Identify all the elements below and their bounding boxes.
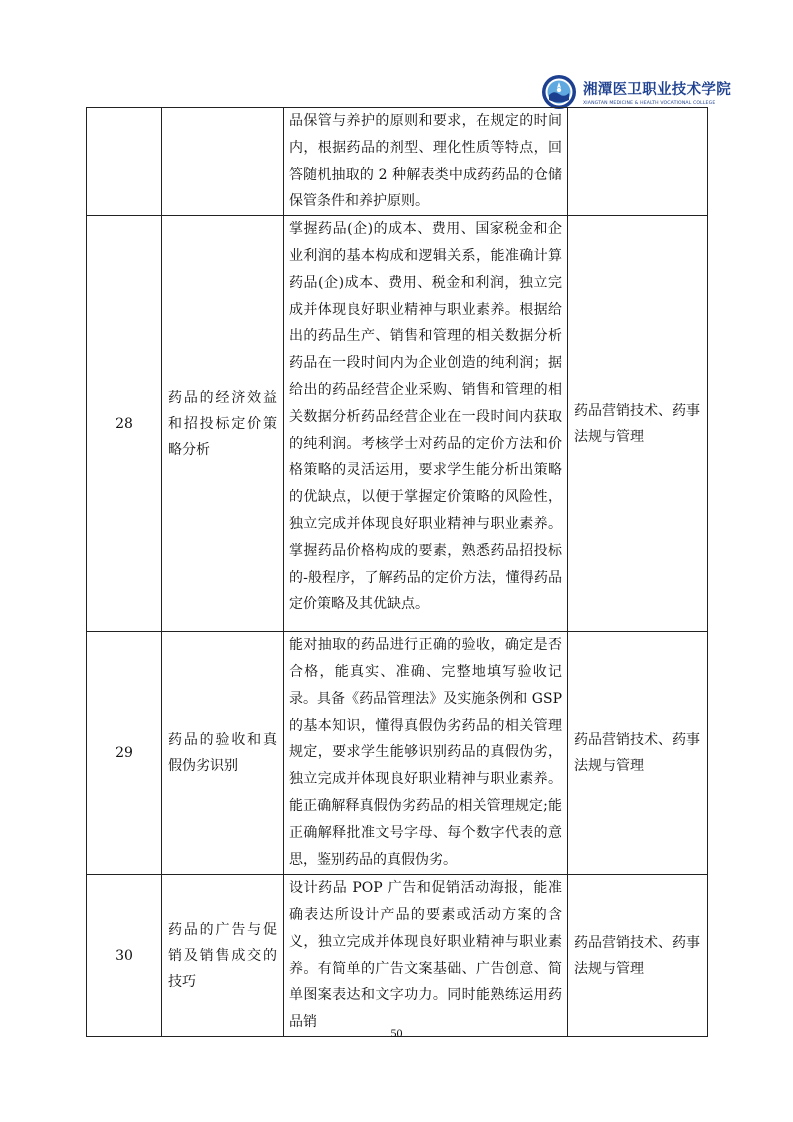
college-name-en: XIANGTAN MEDICINE & HEALTH VOCATIONAL COLLEGE bbox=[583, 101, 716, 106]
requirement-content: 能对抽取的药品进行正确的验收，确定是否合格，能真实、准确、完整地填写验收记录。具备《药品管理法》及实施条例和 GSP 的基本知识，懂得真假伪劣药品的相关管理规定，要求学生能够识别药品的真假伪劣，独立完成并体现良好职业精神与职业素养。能正确解释真假伪劣药品的相关管理规定;能正确解释批准文号字母、每个数字代表的意思，鉴别药品的真假伪劣。 bbox=[289, 637, 562, 868]
requirement-text bbox=[284, 216, 568, 632]
project-name: 药品的验收和真假伪劣识别 bbox=[162, 632, 284, 875]
row-number: 28 bbox=[87, 216, 162, 632]
related-course: 药品营销技术、药事法规与管理 bbox=[568, 216, 708, 632]
requirement-text bbox=[284, 632, 568, 875]
row-number bbox=[87, 108, 162, 216]
college-logo bbox=[541, 72, 745, 112]
row-number: 29 bbox=[87, 632, 162, 875]
college-seal-icon bbox=[541, 74, 577, 110]
related-course: 药品营销技术、药事法规与管理 bbox=[568, 875, 708, 1037]
assessment-table bbox=[86, 107, 708, 1037]
requirement-content: 设计药品 POP 广告和促销活动海报，能准确表达所设计产品的要素或活动方案的含义，独立完成并体现良好职业精神与职业素养。有简单的广告文案基础、广告创意、简单图案表达和文字功力。同时能熟练运用药品销 bbox=[289, 880, 562, 1031]
project-name: 药品的经济效益和招投标定价策略分析 bbox=[162, 216, 284, 632]
table-row bbox=[87, 108, 708, 216]
project-name bbox=[162, 108, 284, 216]
page-number: 50 bbox=[390, 1026, 403, 1040]
requirement-content: 掌握药品(企)的成本、费用、国家税金和企业利润的基本构成和逻辑关系，能准确计算药品(企)成本、费用、税金和利润，独立完成并体现良好职业精神与职业素养。根据给出的药品生产、销售和管理的相关数据分析药品在一段时间内为企业创造的纯利润；据给出的药品经营企业采购、销售和管理的相关数据分析药品经营企业在一段时间内获取的纯利润。考核学士对药品的定价方法和价格策略的灵活运用，要求学生能分析出策略的优缺点，以便于掌握定价策略的风险性，独立完成并体现良好职业精神与职业素养。掌握药品价格构成的要素，熟悉药品招投标的-般程序，了解药品的定价方法，懂得药品定价策略及其优缺点。 bbox=[289, 221, 562, 613]
related-course: 药品营销技术、药事法规与管理 bbox=[568, 632, 708, 875]
project-name: 药品的广告与促销及销售成交的技巧 bbox=[162, 875, 284, 1037]
related-course bbox=[568, 108, 708, 216]
row-number: 30 bbox=[87, 875, 162, 1037]
requirement-content: 品保管与养护的原则和要求，在规定的时间内，根据药品的剂型、理化性质等特点，回答随机抽取的 2 种解表类中成药药品的仓储保管条件和养护原则。 bbox=[289, 113, 562, 210]
table-row bbox=[87, 632, 708, 875]
college-name-cn: 湘潭医卫职业技术学院 bbox=[583, 81, 731, 98]
requirement-text bbox=[284, 108, 568, 216]
table-row bbox=[87, 875, 708, 1037]
table-row bbox=[87, 216, 708, 632]
requirement-text bbox=[284, 875, 568, 1037]
